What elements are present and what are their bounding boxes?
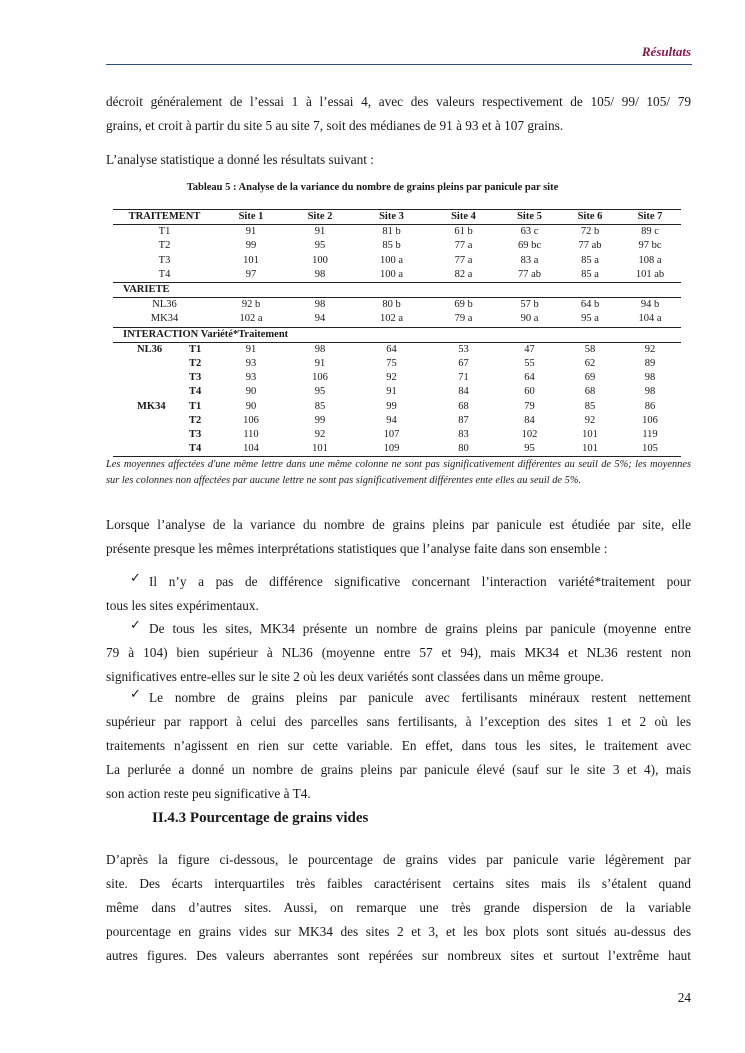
table-cell: 92 bbox=[644, 343, 656, 355]
table-cell: 87 bbox=[458, 414, 469, 426]
table-cell: 99 bbox=[314, 414, 326, 426]
table-cell: 47 bbox=[524, 343, 535, 355]
table-cell: 91 bbox=[386, 386, 397, 398]
table-row bbox=[113, 268, 681, 283]
table-cell: 92 bbox=[386, 372, 397, 384]
table-cell: 95 bbox=[314, 386, 326, 398]
table-row bbox=[113, 400, 681, 414]
table-row bbox=[113, 428, 681, 442]
table-cell: 84 bbox=[458, 386, 469, 398]
row-label bbox=[113, 414, 216, 428]
table-cell: 101 bbox=[286, 442, 354, 457]
bullet-2-line: De tous les sites, MK34 présente un nombre de grains pleins par panicule (moyenne entre bbox=[149, 621, 691, 636]
table-cell: 90 a bbox=[498, 312, 561, 327]
check-icon: ✓ bbox=[130, 570, 141, 585]
bullet-3-line: son action reste peu significative à T4. bbox=[106, 786, 311, 801]
table-cell: 79 a bbox=[429, 312, 498, 327]
intro-line-3: L’analyse statistique a donné les résultats suivant : bbox=[106, 152, 374, 167]
table-cell: 92 bbox=[314, 429, 326, 441]
table-cell: 98 bbox=[644, 372, 656, 384]
table-cell: 85 a bbox=[561, 268, 619, 283]
table-cell: 83 a bbox=[520, 254, 539, 266]
section-label: VARIETE bbox=[113, 283, 681, 298]
table-header-cell: Site 1 bbox=[216, 210, 286, 225]
section-line: même dans d’autres sites. Aussi, on remarque une très grande dispersion de la variable bbox=[106, 900, 691, 915]
table-cell: 102 bbox=[521, 429, 538, 441]
variety-label: MK34 bbox=[137, 400, 166, 412]
table-cell: 90 bbox=[245, 386, 257, 398]
table-row bbox=[113, 239, 681, 253]
table-cell: 106 bbox=[243, 414, 259, 426]
table-cell: 64 b bbox=[580, 299, 600, 311]
table-cell: 85 b bbox=[382, 240, 401, 252]
table-cell: 75 bbox=[386, 358, 397, 370]
table-cell: 104 a bbox=[619, 312, 681, 327]
paragraph-line: Lorsque l’analyse de la variance du nombre de grains pleins par panicule est étudiée par site, elle bbox=[106, 517, 691, 532]
table-row bbox=[113, 342, 681, 357]
section-heading: II.4.3 Pourcentage de grains vides bbox=[152, 810, 369, 826]
table-header-cell: Site 3 bbox=[354, 210, 429, 225]
table-cell: 85 a bbox=[581, 254, 599, 266]
table-cell: 105 bbox=[619, 442, 681, 457]
section-line: pourcentage en grains vides sur MK34 des sites 2 et 3, et les box plots sont situés au-dessus des bbox=[106, 924, 691, 939]
table-cell: 100 bbox=[312, 254, 328, 266]
table-cell: 68 bbox=[584, 386, 596, 398]
table-section-row bbox=[113, 283, 681, 298]
table-cell: 100 a bbox=[354, 268, 429, 283]
table-cell: 95 a bbox=[561, 312, 619, 327]
header-title: Résultats bbox=[641, 44, 691, 59]
table-cell: 104 bbox=[216, 442, 286, 457]
row-label bbox=[113, 357, 216, 371]
table-cell: 67 bbox=[458, 358, 469, 370]
table-cell: 69 bbox=[584, 372, 596, 384]
table-cell: 101 ab bbox=[619, 268, 681, 283]
table-cell: 80 bbox=[429, 442, 498, 457]
table-header-cell: Site 2 bbox=[286, 210, 354, 225]
table-cell: 89 c bbox=[641, 226, 659, 238]
table-cell: 101 bbox=[243, 254, 259, 266]
row-label: T4 bbox=[113, 268, 216, 283]
bullet-2-line: significatives entre-elles sur le site 2 où les deux variétés sont classées dans un même groupe. bbox=[106, 669, 604, 684]
table-cell: 77 ab bbox=[578, 240, 602, 252]
table-cell: 80 b bbox=[382, 299, 401, 311]
bullet-3-line: Le nombre de grains pleins par panicule avec fertilisants minéraux restent nettement bbox=[149, 690, 691, 705]
bullet-3-line: La perlurée a donné un nombre de grains pleins par panicule élevé (sauf sur le site 3 et 4), mais bbox=[106, 762, 691, 777]
table-cell: 93 bbox=[245, 358, 257, 370]
paragraph-line: présente presque les mêmes interprétations statistiques que l’analyse faite dans son ensemble : bbox=[106, 541, 608, 556]
table-cell: 101 bbox=[582, 429, 598, 441]
page-number: 24 bbox=[677, 990, 691, 1005]
bullet-3-line: supérieur par rapport à celui des parcelles sans fertilisants, à l’exception des sites 1 et 2 où les bbox=[106, 714, 691, 729]
table-cell: 85 bbox=[584, 400, 596, 412]
table-cell: 72 b bbox=[580, 226, 600, 238]
row-label: NL36 bbox=[152, 299, 177, 311]
treatment-label: T1 bbox=[189, 400, 202, 412]
table-cell: 91 bbox=[245, 343, 257, 355]
table-cell: 62 bbox=[584, 358, 596, 370]
table-cell: 106 bbox=[642, 414, 658, 426]
table-row bbox=[113, 357, 681, 371]
row-label bbox=[113, 385, 216, 399]
table-cell: 99 bbox=[386, 400, 397, 412]
table-row bbox=[113, 414, 681, 428]
table-cell: 64 bbox=[524, 372, 535, 384]
bullet-1-line: tous les sites expérimentaux. bbox=[106, 598, 259, 613]
table-cell: 109 bbox=[354, 442, 429, 457]
table-cell: 99 bbox=[245, 240, 257, 252]
table-cell: 69 bc bbox=[517, 240, 542, 252]
table-cell: 63 c bbox=[520, 226, 539, 238]
intro-line-1: décroit généralement de l’essai 1 à l’essai 4, avec des valeurs respectivement de 105/ 99/ 105/ 79 bbox=[106, 94, 691, 109]
intro-line-2: grains, et croit à partir du site 5 au site 7, soit des médianes de 91 à 93 et à 107 grains. bbox=[106, 118, 564, 133]
table-cell: 98 bbox=[314, 299, 326, 311]
table-cell: 83 bbox=[458, 429, 469, 441]
table-row bbox=[113, 298, 681, 313]
table-cell: 68 bbox=[458, 400, 469, 412]
table-cell: 94 bbox=[386, 414, 397, 426]
row-label bbox=[113, 371, 216, 385]
table-cell: 90 bbox=[245, 400, 257, 412]
table-cell: 100 a bbox=[379, 254, 404, 266]
table-cell: 102 a bbox=[354, 312, 429, 327]
row-label bbox=[113, 342, 216, 357]
table-header-cell: Site 4 bbox=[429, 210, 498, 225]
table-cell: 94 b bbox=[640, 299, 660, 311]
treatment-label: T2 bbox=[189, 358, 202, 370]
table-row bbox=[113, 312, 681, 327]
table-caption: Tableau 5 : Analyse de la variance du nombre de grains pleins par panicule par site bbox=[186, 182, 559, 193]
header-rule bbox=[106, 64, 692, 65]
treatment-label: T2 bbox=[189, 414, 202, 426]
table-header-cell: TRAITEMENT bbox=[113, 210, 216, 225]
table-cell: 98 bbox=[314, 343, 326, 355]
variety-label: NL36 bbox=[137, 343, 163, 355]
table-cell: 79 bbox=[524, 400, 535, 412]
table-cell: 92 bbox=[584, 414, 596, 426]
row-label: MK34 bbox=[113, 312, 216, 327]
table-cell: 53 bbox=[458, 343, 469, 355]
table-cell: 71 bbox=[458, 372, 469, 384]
table-cell: 55 bbox=[524, 358, 535, 370]
table-header-cell: Site 6 bbox=[561, 210, 619, 225]
treatment-label: T3 bbox=[189, 372, 202, 384]
row-label bbox=[113, 428, 216, 442]
table-cell: 91 bbox=[314, 358, 326, 370]
table-cell: 91 bbox=[314, 226, 326, 238]
table-cell: 95 bbox=[314, 240, 326, 252]
table-cell: 108 a bbox=[638, 254, 662, 266]
table-cell: 94 bbox=[286, 312, 354, 327]
table-cell: 86 bbox=[644, 400, 656, 412]
row-label: T3 bbox=[158, 254, 171, 266]
table-note: Les moyennes affectées d'une même lettre dans une même colonne ne sont pas significativement différentes au seuil de 5%; les moyennes sur les colonnes non affectées par aucune lettre ne sont pas significativement différentes ente elles au seuil de 5%. bbox=[106, 459, 691, 486]
table-cell: 58 bbox=[584, 343, 596, 355]
table-row bbox=[113, 442, 681, 457]
table-cell: 69 b bbox=[454, 299, 473, 311]
table-cell: 57 b bbox=[520, 299, 539, 311]
table-row bbox=[113, 371, 681, 385]
table-cell: 85 bbox=[314, 400, 326, 412]
table-cell: 61 b bbox=[454, 226, 473, 238]
table-header-cell: Site 7 bbox=[619, 210, 681, 225]
bullet-3-line: traitements n’agissent en rien sur cette variable. En effet, dans tous les sites, le traitement avec bbox=[106, 738, 691, 753]
treatment-label: T4 bbox=[189, 386, 202, 398]
check-icon: ✓ bbox=[130, 686, 141, 701]
bullet-2-line: 79 à 104) bien supérieur à NL36 (moyenne entre 57 et 94), mais MK34 et NL36 restent non bbox=[106, 645, 691, 660]
table-cell: 93 bbox=[245, 372, 257, 384]
table-row bbox=[113, 254, 681, 268]
row-label bbox=[113, 442, 216, 457]
section-line: D’après la figure ci-dessous, le pourcentage de grains vides par panicule varie légèrement par bbox=[106, 852, 691, 867]
table-row bbox=[113, 225, 681, 240]
table-cell: 98 bbox=[286, 268, 354, 283]
table-header-cell: Site 5 bbox=[498, 210, 561, 225]
table-cell: 97 bbox=[216, 268, 286, 283]
table-cell: 106 bbox=[312, 372, 328, 384]
section-label: INTERACTION Variété*Traitement bbox=[113, 327, 681, 342]
table-cell: 81 b bbox=[382, 226, 401, 238]
row-label bbox=[113, 400, 216, 414]
treatment-label: T4 bbox=[189, 443, 202, 455]
table-section-row bbox=[113, 327, 681, 342]
table-row bbox=[113, 385, 681, 399]
table-cell: 77 a bbox=[454, 240, 473, 252]
table-cell: 101 bbox=[561, 442, 619, 457]
anova-table bbox=[113, 209, 681, 457]
table-cell: 107 bbox=[383, 429, 400, 441]
bullet-1-line: Il n’y a pas de différence significative concernant l’interaction variété*traitement pour bbox=[149, 574, 691, 589]
treatment-label: T1 bbox=[189, 343, 202, 355]
section-line: autres figures. Des valeurs aberrantes sont repérées sur nombreux sites et surtout l’extrême haut bbox=[106, 948, 691, 963]
table-cell: 77 ab bbox=[498, 268, 561, 283]
table-cell: 110 bbox=[243, 429, 259, 441]
table-cell: 84 bbox=[524, 414, 535, 426]
table-header-row bbox=[113, 210, 681, 225]
treatment-label: T3 bbox=[189, 429, 202, 441]
table-cell: 98 bbox=[644, 386, 656, 398]
section-line: site. Des écarts interquartiles très faibles caractérisent certains sites mais ils s’étalent quand bbox=[106, 876, 691, 891]
row-label: T2 bbox=[158, 240, 171, 252]
row-label: T1 bbox=[158, 226, 171, 238]
table-cell: 102 a bbox=[216, 312, 286, 327]
table-cell: 64 bbox=[386, 343, 397, 355]
table-cell: 82 a bbox=[429, 268, 498, 283]
table-cell: 95 bbox=[498, 442, 561, 457]
table-cell: 91 bbox=[245, 226, 257, 238]
table-cell: 60 bbox=[524, 386, 535, 398]
check-icon: ✓ bbox=[130, 617, 141, 632]
table-cell: 89 bbox=[644, 358, 656, 370]
table-cell: 97 bc bbox=[638, 240, 662, 252]
table-cell: 119 bbox=[642, 429, 658, 441]
table-cell: 77 a bbox=[454, 254, 473, 266]
table-cell: 92 b bbox=[241, 299, 261, 311]
